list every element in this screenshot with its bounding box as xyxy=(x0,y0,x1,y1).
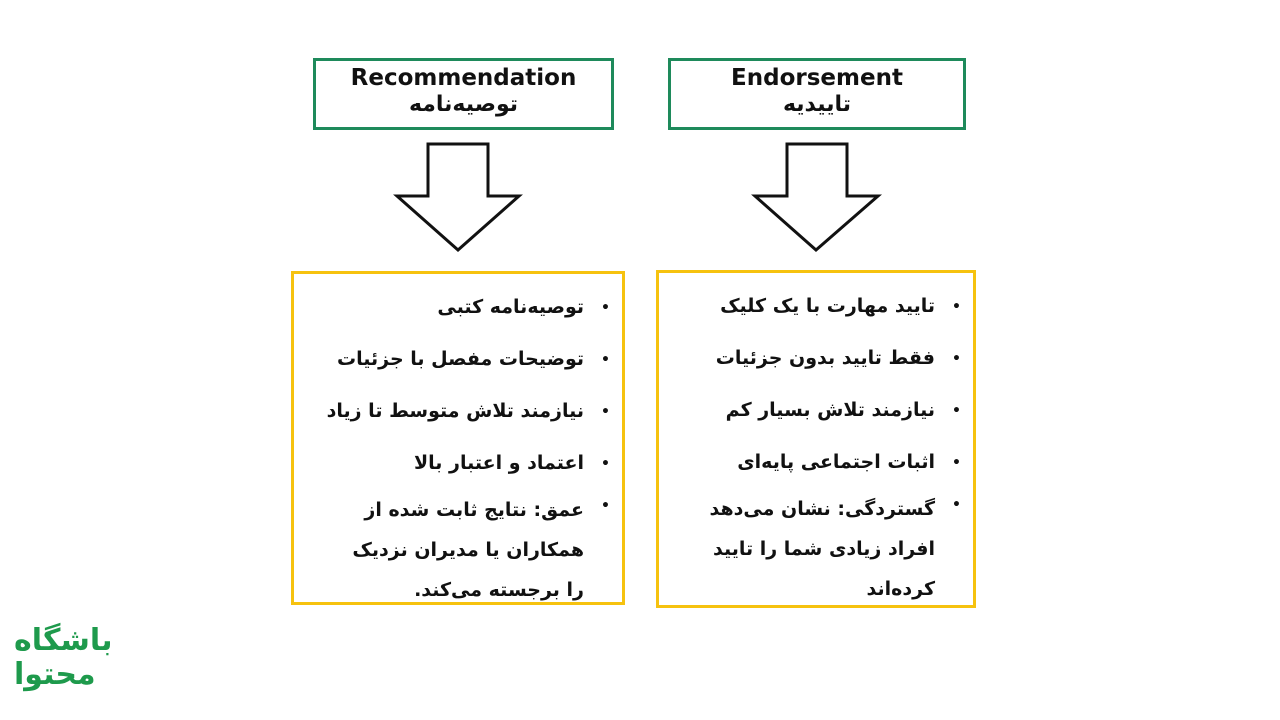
list-item: عمق: نتایج ثابت شده از همکاران یا مدیران نزدیک را برجسته می‌کند. xyxy=(352,499,584,601)
recommendation-title-en: Recommendation xyxy=(350,65,577,91)
list-item: نیازمند تلاش بسیار کم xyxy=(725,399,935,421)
list-item: اثبات اجتماعی پایه‌ای xyxy=(737,451,935,473)
list-item: نیازمند تلاش متوسط تا زیاد xyxy=(326,400,584,422)
list-item: توضیحات مفصل با جزئیات xyxy=(337,348,584,370)
endorsement-down-arrow-icon xyxy=(750,142,882,254)
bullet-icon: • xyxy=(952,455,961,471)
recommendation-list-box xyxy=(291,271,625,605)
logo-line-1: باشگاه xyxy=(14,623,113,658)
bullet-icon: • xyxy=(952,351,961,367)
recommendation-down-arrow-icon xyxy=(392,142,524,254)
list-item: اعتماد و اعتبار بالا xyxy=(413,452,584,474)
endorsement-title-box xyxy=(668,58,966,130)
logo-line-2: محتوا xyxy=(14,657,96,692)
bullet-icon: • xyxy=(601,404,610,420)
brand-logo xyxy=(14,624,118,700)
bullet-icon: • xyxy=(952,299,961,315)
bullet-icon: • xyxy=(952,403,961,419)
list-item: گستردگی: نشان می‌دهد افراد زیادی شما را تایید کرده‌اند xyxy=(709,498,935,600)
bullet-icon: • xyxy=(601,456,610,472)
endorsement-title-fa: تاییدیه xyxy=(782,92,852,117)
bullet-icon: • xyxy=(601,498,610,514)
list-item: تایید مهارت با یک کلیک xyxy=(720,295,935,317)
bullet-icon: • xyxy=(601,300,610,316)
endorsement-title-en: Endorsement xyxy=(731,65,903,91)
endorsement-list-box xyxy=(656,270,976,608)
bullet-icon: • xyxy=(952,497,961,513)
list-item: فقط تایید بدون جزئیات xyxy=(715,347,935,369)
recommendation-title-fa: توصیه‌نامه xyxy=(408,92,519,117)
bullet-icon: • xyxy=(601,352,610,368)
list-item: توصیه‌نامه کتبی xyxy=(437,296,584,318)
recommendation-title-box xyxy=(313,58,614,130)
